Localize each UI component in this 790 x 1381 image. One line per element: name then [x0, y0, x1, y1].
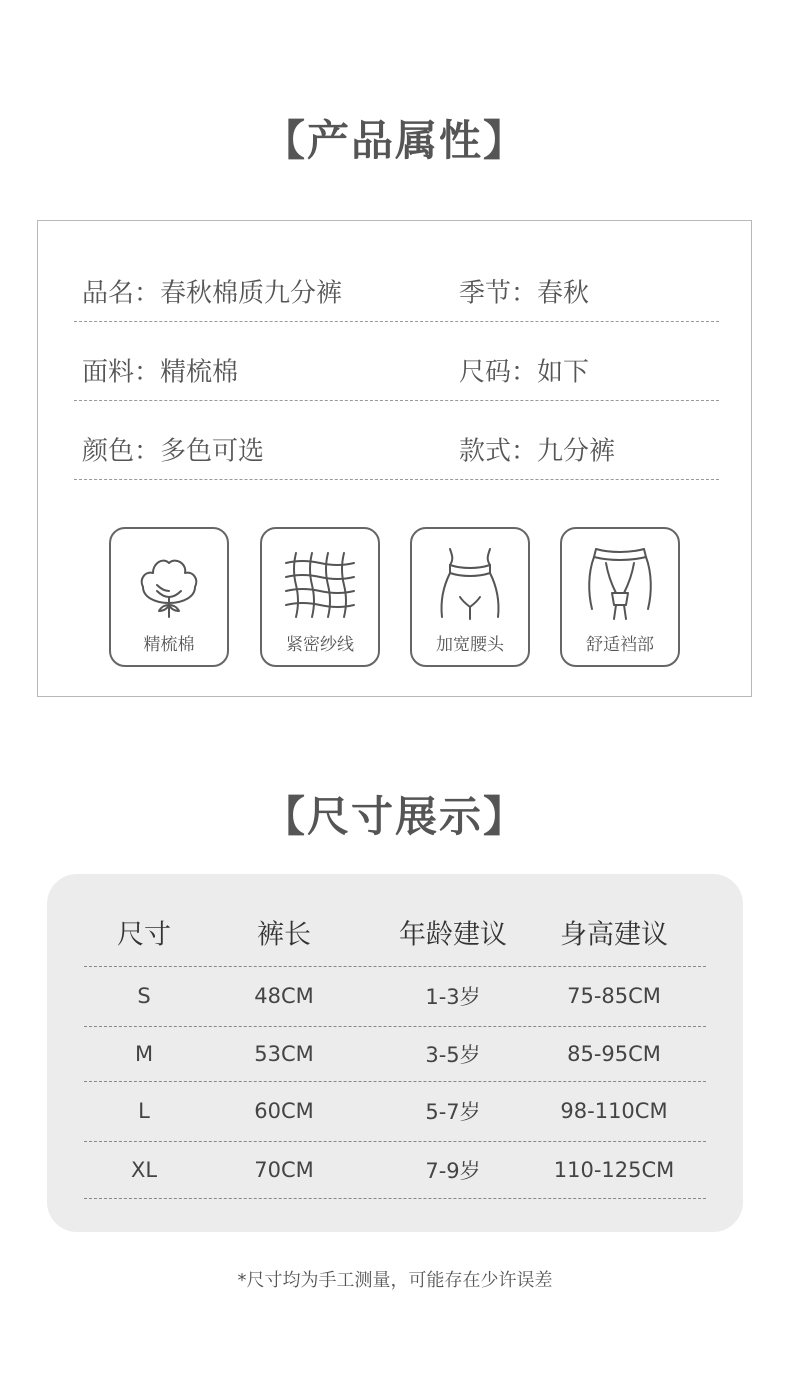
header-size: 尺寸 [117, 919, 171, 951]
cell-size: XL [130, 1157, 158, 1182]
table-row [84, 1026, 706, 1082]
attributes-box [37, 220, 752, 697]
attribute-name: 品名：春秋棉质九分裤 [82, 278, 343, 309]
feature-wide-waistband [410, 527, 530, 667]
header-age: 年龄建议 [399, 919, 507, 951]
feature-label: 舒适裆部 [586, 635, 654, 655]
cell-age: 3-5岁 [425, 1042, 481, 1067]
feature-comfort-crotch [560, 527, 680, 667]
attributes-title: 【产品属性】 [262, 116, 527, 165]
size-table [47, 874, 743, 1232]
cell-height: 110-125CM [553, 1157, 675, 1182]
cell-size: L [138, 1099, 150, 1123]
cell-age: 5-7岁 [425, 1100, 481, 1124]
cell-age: 7-9岁 [425, 1158, 481, 1183]
header-height: 身高建议 [560, 919, 668, 951]
table-row [84, 1081, 706, 1142]
sizes-title: 【尺寸展示】 [262, 792, 527, 841]
header-length: 裤长 [257, 919, 311, 951]
feature-label: 加宽腰头 [436, 635, 504, 655]
attribute-fabric: 面料：精梳棉 [82, 357, 239, 388]
cell-size: M [134, 1041, 154, 1066]
waistband-icon [432, 545, 508, 621]
cell-height: 85-95CM [567, 1041, 661, 1066]
cell-height: 98-110CM [560, 1099, 668, 1123]
crotch-pants-icon [582, 545, 658, 621]
size-table-header [84, 898, 706, 967]
table-row [84, 1141, 706, 1199]
attribute-color: 颜色：多色可选 [82, 436, 265, 467]
cell-length: 70CM [254, 1157, 314, 1182]
cell-length: 53CM [254, 1041, 314, 1066]
table-row [84, 966, 706, 1027]
attribute-row [74, 320, 719, 401]
cell-length: 60CM [254, 1099, 314, 1123]
attribute-row [74, 241, 719, 322]
feature-label: 紧密纱线 [286, 635, 354, 655]
cell-height: 75-85CM [567, 984, 661, 1008]
feature-label: 精梳棉 [143, 635, 195, 655]
attribute-season: 季节：春秋 [459, 278, 590, 309]
feature-combed-cotton [109, 527, 229, 667]
attribute-size: 尺码：如下 [459, 357, 590, 388]
measurement-note: *尺寸均为手工测量，可能存在少许误差 [237, 1270, 553, 1291]
cell-size: S [137, 984, 151, 1008]
feature-dense-yarn [260, 527, 380, 667]
cell-age: 1-3岁 [425, 985, 481, 1009]
woven-grid-icon [282, 545, 358, 621]
cell-length: 48CM [254, 984, 314, 1008]
attribute-style: 款式：九分裤 [459, 436, 616, 467]
attribute-row [74, 399, 719, 480]
cotton-flower-icon [131, 545, 207, 621]
